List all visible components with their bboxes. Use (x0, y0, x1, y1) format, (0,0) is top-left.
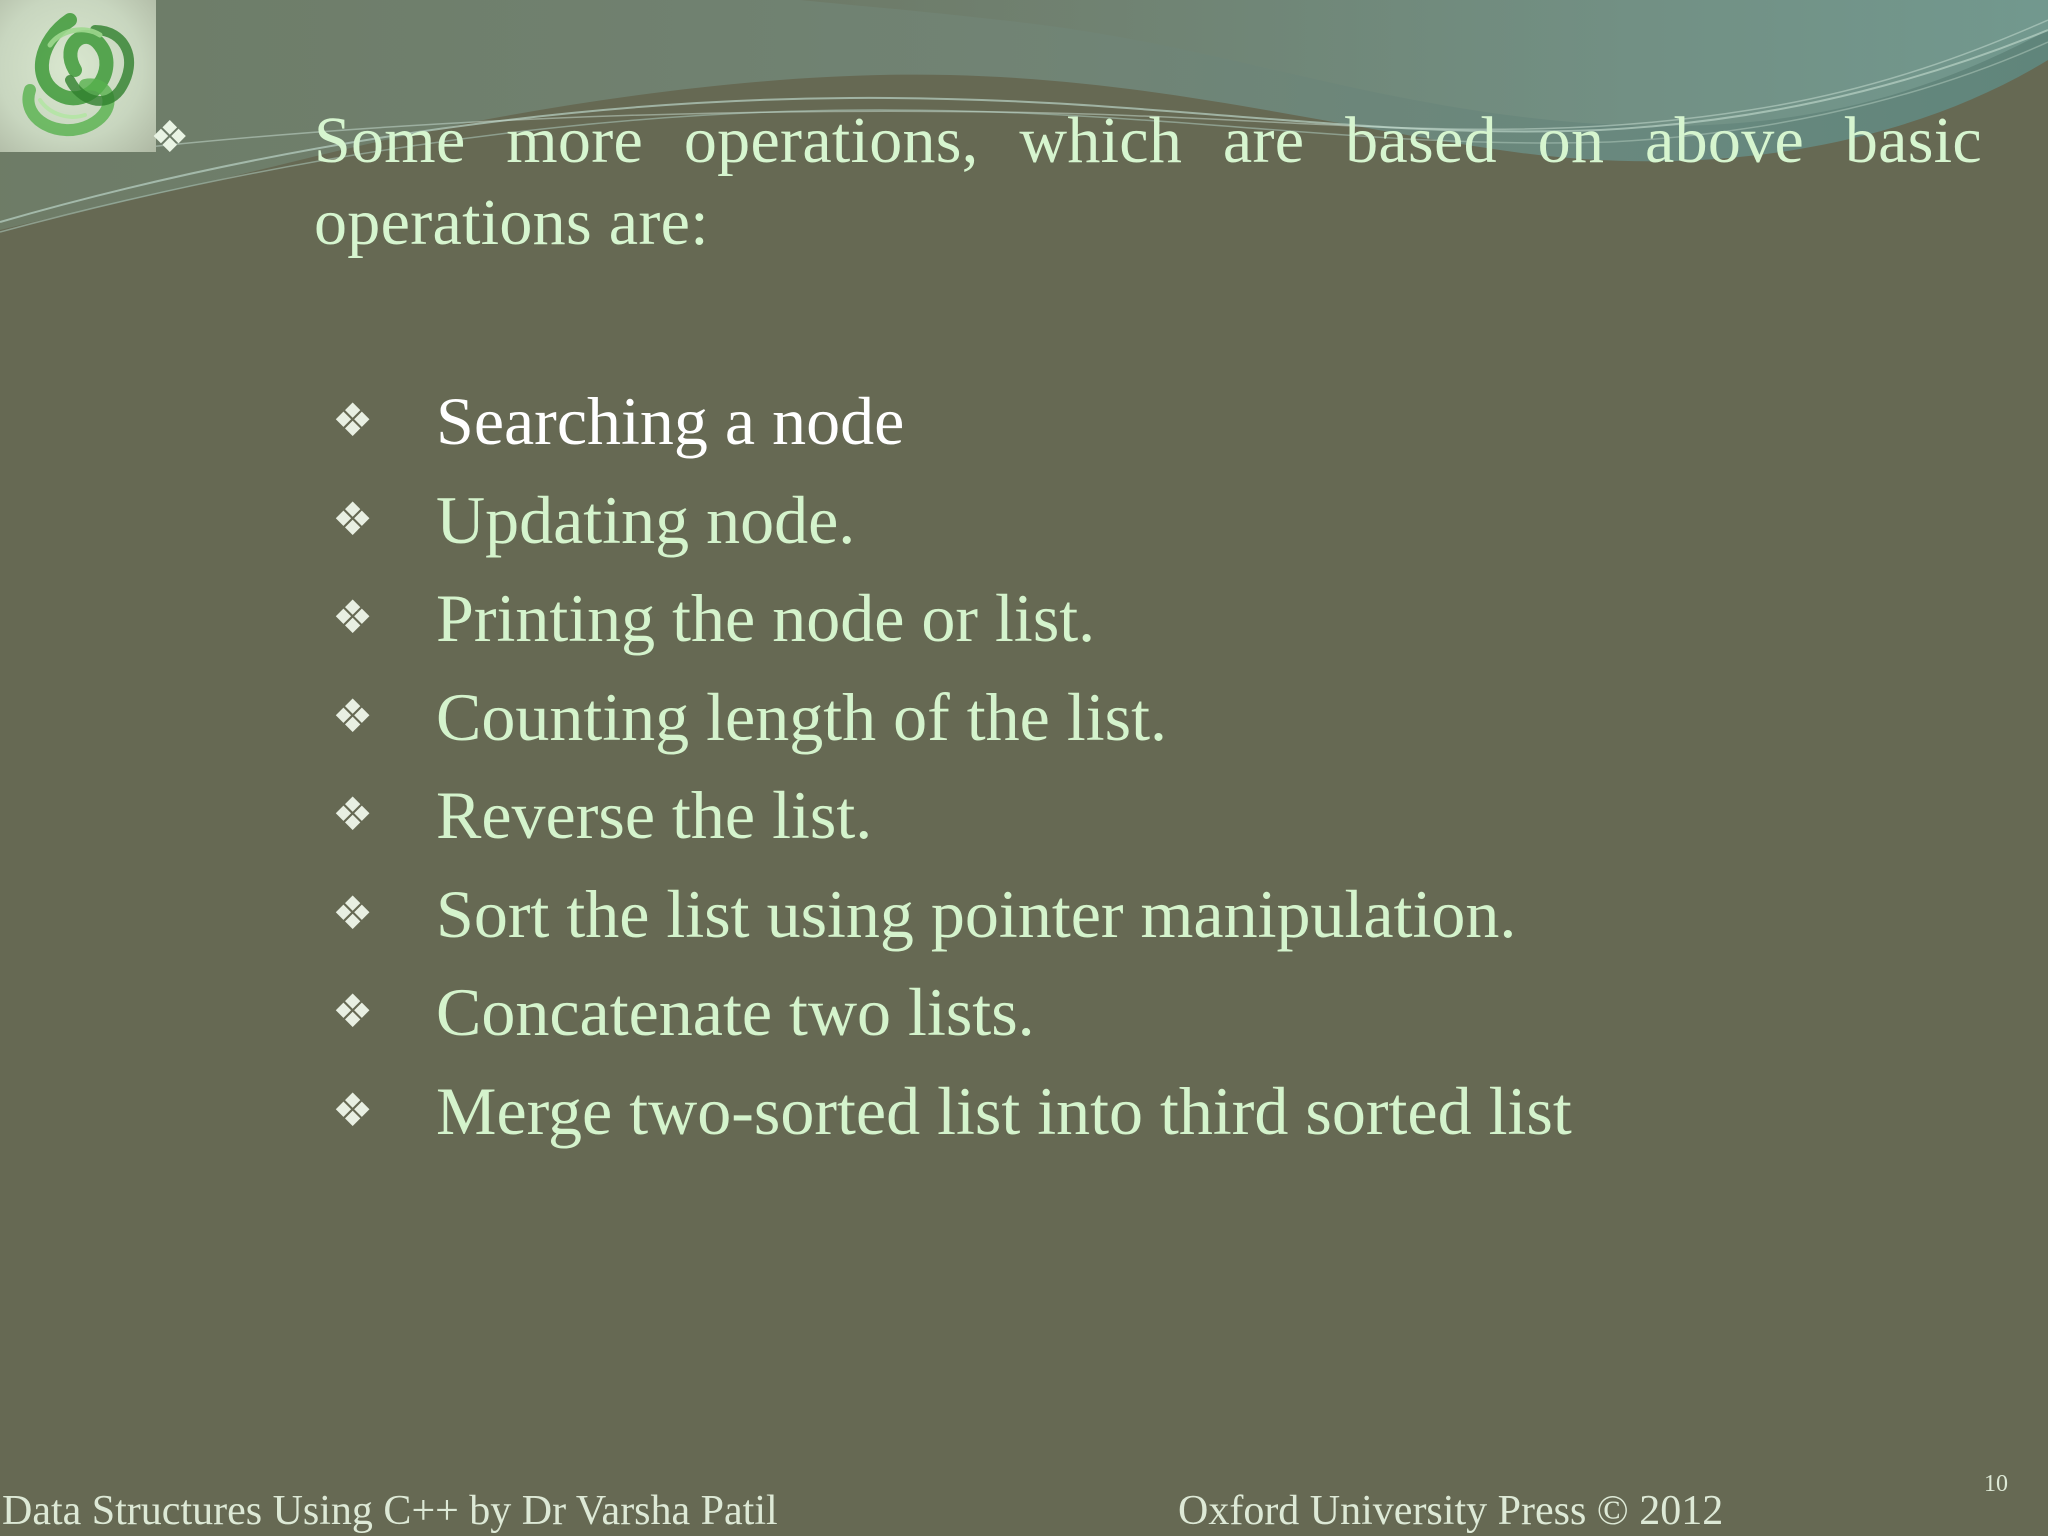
four-diamond-bullet-icon: ❖ (332, 1084, 374, 1136)
operation-label: Merge two-sorted list into third sorted list (436, 1072, 1572, 1149)
four-diamond-bullet-icon: ❖ (332, 690, 374, 742)
list-item (330, 963, 1572, 1062)
operation-label: Updating node. (436, 481, 856, 558)
page-number: 10 (1984, 1471, 2008, 1497)
four-diamond-bullet-icon: ❖ (332, 493, 374, 545)
operation-label: Sort the list using pointer manipulation. (436, 875, 1517, 952)
operation-label: Concatenate two lists. (436, 974, 1035, 1051)
operation-label: Printing the node or list. (436, 580, 1096, 657)
list-item (330, 766, 1572, 865)
list-item (330, 471, 1572, 570)
footer-book-title: Data Structures Using C++ by Dr Varsha Patil (2, 1488, 778, 1534)
intro-text: Some more operations, which are based on above basic operations are: (314, 104, 1982, 259)
four-diamond-bullet-icon: ❖ (332, 592, 374, 644)
operations-list (330, 372, 1572, 1160)
list-item (330, 668, 1572, 767)
four-diamond-bullet-icon: ❖ (332, 395, 374, 447)
operation-label: Counting length of the list. (436, 678, 1167, 755)
list-item (330, 865, 1572, 964)
four-diamond-bullet-icon: ❖ (332, 986, 374, 1038)
footer-publisher: Oxford University Press © 2012 (1178, 1488, 1724, 1534)
list-item (330, 372, 1572, 471)
operation-label: Searching a node (436, 383, 905, 460)
four-diamond-bullet-icon: ❖ (332, 887, 374, 939)
four-diamond-bullet-icon: ❖ (332, 789, 374, 841)
operation-label: Reverse the list. (436, 777, 873, 854)
list-item (330, 1062, 1572, 1161)
green-glass-knot-logo-icon (0, 0, 156, 152)
intro-bullet-icon: ❖ (150, 113, 190, 162)
list-item (330, 569, 1572, 668)
